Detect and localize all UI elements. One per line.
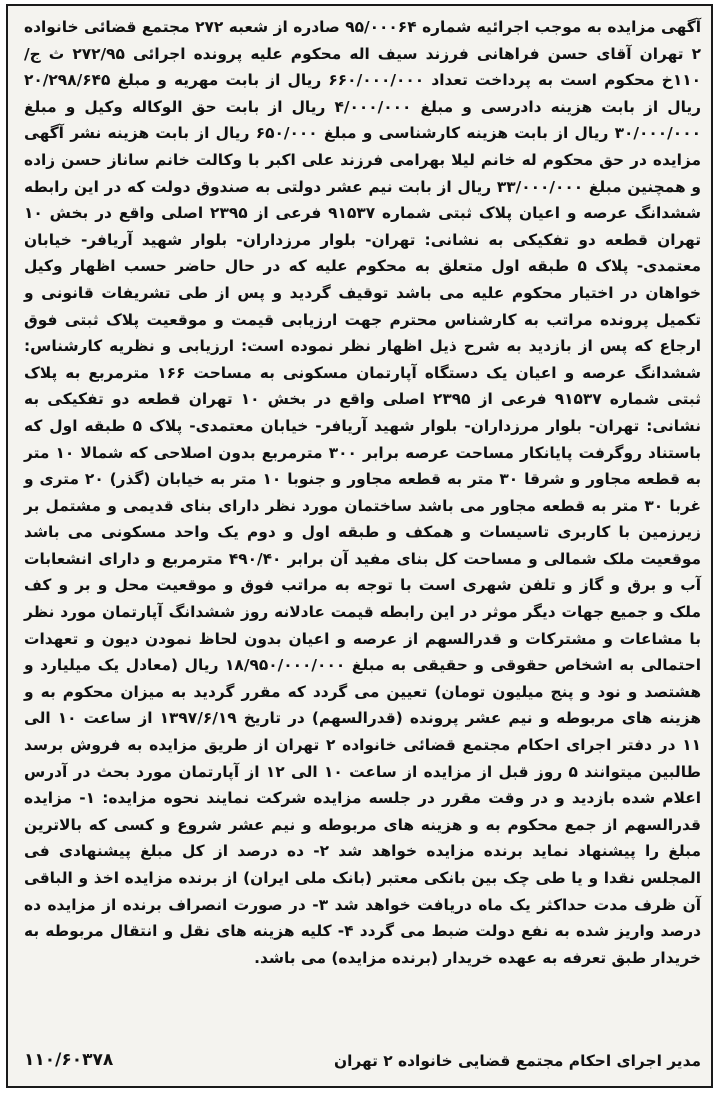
notice-footer <box>24 1048 701 1078</box>
notice-code: ۱۱۰/۶۰۳۷۸ <box>24 1050 114 1070</box>
signature-line: مدیر اجرای احکام مجتمع قضایی خانواده ۲ تهران <box>334 1052 701 1070</box>
notice-body-text: آگهی مزایده به موجب اجرائیه شماره ۹۵/۰۰۰۶۴ صادره از شعبه ۲۷۲ مجتمع قضائی خانواده ۲ تهران آقای حسن فراهانی فرزند سیف اله محکوم علیه پرونده اجرائی ۲۷۲/۹۵ ث ج/۱۱۰خ محکوم است به پرداخت تعداد ۶۶۰/۰۰۰/۰۰۰ ریال از بابت مهریه و مبلغ ۲۰/۲۹۸/۶۴۵ ریال از بابت هزینه دادرسی و مبلغ ۴/۰۰۰/۰۰۰ ریال از بابت حق الوکاله وکیل و مبلغ ۳۰/۰۰۰/۰۰۰ ریال از بابت هزینه کارشناسی و مبلغ ۶۵۰/۰۰۰ ریال از بابت هزینه نشر آگهی مزایده در حق محکوم له خانم لیلا بهرامی فرزند علی اکبر با وکالت خانم ساناز حسن زاده و همچنین مبلغ ۳۳/۰۰۰/۰۰۰ ریال از بابت نیم عشر دولتی به صندوق دولت که در این رابطه ششدانگ عرصه و اعیان پلاک ثبتی شماره ۹۱۵۳۷ فرعی از ۲۳۹۵ اصلی واقع در بخش ۱۰ تهران قطعه دو تفکیکی به نشانی: تهران- بلوار مرزداران- بلوار شهید آریافر- خیابان معتمدی- پلاک ۵ طبقه اول متعلق به محکوم علیه که در حال حاضر حسب اظهار وکیل خواهان در اختیار محکوم علیه می باشد توقیف گردید و پس از طی تشریفات قانونی و تکمیل پرونده مراتب به کارشناس محترم جهت ارزیابی قیمت و موقعیت پلاک ثبتی فوق ارجاع که پس از بازدید به شرح ذیل اظهار نظر نموده است: ارزیابی و نظریه کارشناس: ششدانگ عرصه و اعیان یک دستگاه آپارتمان مسکونی به مساحت ۱۶۶ مترمربع به پلاک ثبتی شماره ۹۱۵۳۷ فرعی از ۲۳۹۵ اصلی واقع در بخش ۱۰ تهران قطعه دو تفکیکی به نشانی: تهران- بلوار مرزداران- بلوار شهید آریافر- خیابان معتمدی- پلاک ۵ طبقه اول که باستناد روگرفت پایانکار مساحت عرصه برابر ۳۰۰ مترمربع بدون اصلاحی که شمالا ۱۰ متر به قطعه مجاور و شرقا ۳۰ متر به قطعه مجاور و جنوبا ۱۰ متر به خیابان (گذر) ۲۰ متری و غربا ۳۰ متر به قطعه مجاور می باشد ساختمان مورد نظر دارای بنای قدیمی و مشتمل بر زیرزمین با کاربری تاسیسات و همکف و طبقه اول و دوم یک واحد مسکونی می باشد موقعیت ملک شمالی و مساحت کل بنای مفید آن برابر ۴۹۰/۴۰ مترمربع و دارای انشعابات آب و برق و گاز و تلفن شهری است با توجه به مراتب فوق و موقعیت محل و بر و کف ملک و جمیع جهات دیگر موثر در این رابطه قیمت عادلانه روز ششدانگ آپارتمان مورد نظر با مشاعات و مشترکات و قدرالسهم از عرصه و اعیان بدون لحاظ نمودن دیون و تعهدات احتمالی به اشخاص حقوقی و حقیقی به مبلغ ۱۸/۹۵۰/۰۰۰/۰۰۰ ریال (معادل یک میلیارد و هشتصد و نود و پنج میلیون تومان) تعیین می گردد که مقرر گردید به میزان محکوم به و هزینه های مربوطه و نیم عشر پرونده (قدرالسهم) در تاریخ ۱۳۹۷/۶/۱۹ از ساعت ۱۰ الی ۱۱ در دفتر اجرای احکام مجتمع قضائی خانواده ۲ تهران از طریق مزایده به فروش برسد طالبین میتوانند ۵ روز قبل از مزایده از ساعت ۱۰ الی ۱۲ از آپارتمان مورد بحث در آدرس اعلام شده بازدید و در وقت مقرر در جلسه مزایده شرکت نمایند نحوه مزایده: ۱- مزایده قدرالسهم از جمع محکوم به و هزینه های مربوطه و نیم عشر شروع و کسی که بالاترین مبلغ را پیشنهاد نماید برنده مزایده خواهد شد ۲- ده درصد از کل مبلغ پیشنهادی فی المجلس نقدا و یا طی چک بین بانکی معتبر (بانک ملی ایران) از برنده مزایده اخذ و الباقی آن ظرف مدت حداکثر یک ماه دریافت خواهد شد ۳- در صورت انصراف برنده از مزایده ده درصد واریز شده به نفع دولت ضبط می گردد ۴- کلیه هزینه های نقل و انتقال مربوطه به خریدار طبق تعرفه به عهده خریدار (برنده مزایده) می باشد. <box>24 18 702 967</box>
auction-notice <box>6 4 713 1088</box>
